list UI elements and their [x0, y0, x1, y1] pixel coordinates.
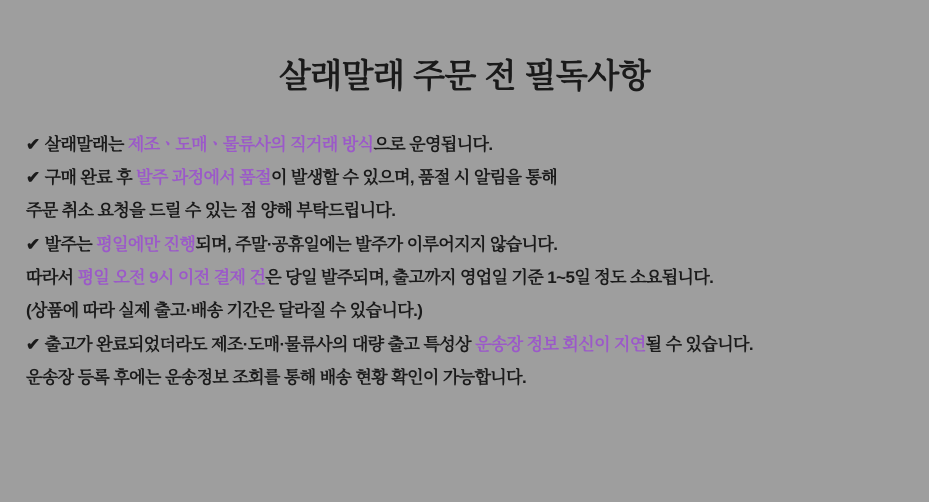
notice-line — [26, 365, 903, 391]
body-text: 은 당일 발주되며, 출고까지 영업일 기준 1~5일 정도 소요됩니다. — [265, 267, 714, 287]
body-text: 발주는 — [44, 234, 97, 254]
body-text: 출고가 완료되었더라도 제조·도매·물류사의 대량 출고 특성상 — [44, 334, 476, 354]
notice-line — [26, 332, 903, 358]
body-text: 될 수 있습니다. — [645, 334, 753, 354]
check-icon: ✔ — [26, 334, 40, 354]
body-text: 이 발생할 수 있으며, 품절 시 알림을 통해 — [270, 167, 558, 187]
body-text: 으로 운영됩니다. — [373, 134, 493, 154]
notice-line — [26, 232, 903, 258]
highlighted-text: 발주 과정에서 품절 — [136, 167, 271, 187]
check-icon: ✔ — [26, 134, 40, 154]
body-text: 주문 취소 요청을 드릴 수 있는 점 양해 부탁드립니다. — [26, 201, 396, 221]
highlighted-text: 평일 오전 9시 이전 결제 건 — [77, 267, 266, 287]
body-text: (상품에 따라 실제 출고·배송 기간은 달라질 수 있습니다.) — [26, 301, 423, 321]
page-title: 살래말래 주문 전 필독사항 — [278, 57, 651, 94]
body-text: 운송장 등록 후에는 운송정보 조회를 통해 배송 현황 확인이 가능합니다. — [26, 368, 527, 387]
notice-line — [26, 198, 903, 224]
notice-line-list — [26, 132, 903, 399]
body-text: 되며, 주말·공휴일에는 발주가 이루어지지 않습니다. — [195, 234, 558, 254]
body-text: 따라서 — [26, 267, 78, 287]
check-icon: ✔ — [26, 234, 40, 254]
highlighted-text: 평일에만 진행 — [96, 234, 196, 254]
notice-line — [26, 165, 903, 191]
highlighted-text: 제조ㆍ도매ㆍ물류사의 직거래 방식 — [127, 134, 374, 154]
body-text: 구매 완료 후 — [44, 167, 137, 187]
body-text: 살래말래는 — [44, 134, 128, 154]
notice-line — [26, 265, 903, 291]
notice-line — [26, 298, 903, 324]
highlighted-text: 운송장 정보 회신이 지연 — [475, 334, 646, 354]
notice-line — [26, 132, 903, 158]
check-icon: ✔ — [26, 167, 40, 187]
